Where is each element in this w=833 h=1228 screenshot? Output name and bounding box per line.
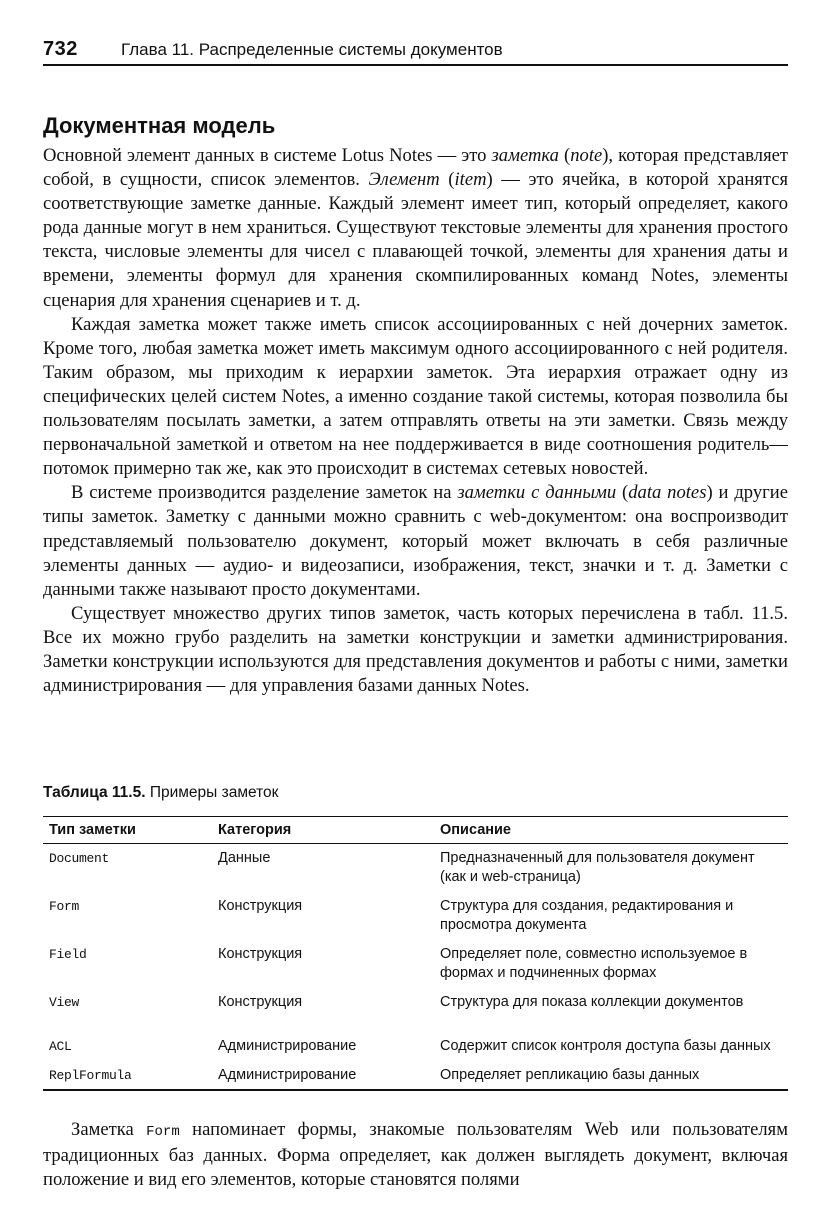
- closing-text: [43, 1118, 788, 1192]
- table-caption-label: Таблица 11.5.: [43, 784, 146, 801]
- paragraph-5: Заметка Form напоминает формы, знакомые пользователям Web или пользователям традиционных баз данных. Форма определяет, как должен выглядеть документ, включая положение и вид его элементов, которые становятся полями: [43, 1119, 788, 1191]
- table-row: [43, 844, 788, 893]
- note-type: Field: [49, 947, 87, 962]
- note-description: Определяет репликацию базы данных: [434, 1061, 788, 1090]
- table-row: [43, 1061, 788, 1090]
- paragraph-4: Существует множество других типов заметок, часть которых перечислена в табл. 11.5. Все их можно грубо разделить на заметки конструкции и заметки администрирования. Заметки конструкции используются для представления документов и работы с ними, заметки администрирования — для управления базами данных Notes.: [43, 602, 788, 697]
- notes-table: [43, 816, 788, 1091]
- paragraph-2: Каждая заметка может также иметь список ассоциированных с ней дочерних заметок. Кроме того, любая заметка может иметь максимум одного ассоциированного с ней родителя. Таким образом, мы приходим к иерархии заметок. Эта иерархия отражает одну из специфических целей систем Notes, а именно создание такой системы, которая позволила бы пользователям посылать заметки, а затем отправлять ответы на эти заметки. Связь между первоначальной заметкой и ответом на нее поддерживается в виде соотношения родитель—потомок примерно так же, как это происходит в системах сетевых новостей.: [43, 313, 788, 480]
- note-category: Администрирование: [212, 1061, 434, 1090]
- term-data-notes-ru: заметки с данными: [457, 482, 617, 504]
- note-category: Данные: [218, 850, 271, 866]
- note-category: Конструкция: [218, 898, 303, 914]
- term-note-en: note: [570, 145, 603, 166]
- note-description: Определяет поле, совместно используемое в формах и подчиненных формах: [440, 946, 748, 981]
- term-data-notes-en: data notes: [628, 482, 707, 504]
- note-type: ACL: [49, 1039, 72, 1054]
- note-description: Содержит список контроля доступа базы данных: [440, 1038, 771, 1054]
- note-description: Предназначенный для пользователя документ (как и web-страница): [440, 850, 755, 885]
- body-text: [43, 144, 788, 698]
- table-row: [43, 988, 788, 1032]
- paragraph-3: В системе производится разделение заметок на заметки с данными (data notes) и другие типы заметок. Заметку с данными можно сравнить с web-документом: она воспроизводит представляемый пользователю документ, который может включать в себя различные элементы данных — аудио- и видеозаписи, изображения, текст, значки и т. д. Заметки с данными также называют просто документами.: [43, 482, 788, 600]
- note-type: View: [49, 995, 80, 1010]
- note-type: Document: [49, 851, 110, 866]
- term-item-ru: Элемент: [368, 169, 440, 191]
- section-title: Документная модель: [43, 113, 276, 138]
- note-description: Структура для показа коллекции документов: [440, 994, 744, 1010]
- table-caption: [43, 784, 278, 802]
- column-header-type: Тип заметки: [43, 817, 212, 844]
- table-row: [43, 1032, 788, 1061]
- table-row: [43, 940, 788, 988]
- running-header: [43, 38, 788, 66]
- note-description: Структура для создания, редактирования и просмотра документа: [440, 898, 734, 933]
- column-header-category: Категория: [212, 817, 434, 844]
- table-header-row: [43, 817, 788, 844]
- column-header-description: Описание: [434, 817, 788, 844]
- note-type: ReplFormula: [43, 1061, 212, 1090]
- inline-code-form: Form: [146, 1124, 180, 1140]
- note-category: Администрирование: [218, 1038, 357, 1054]
- term-note-ru: заметка: [491, 145, 559, 166]
- note-category: Конструкция: [218, 946, 303, 962]
- note-category: Конструкция: [218, 994, 303, 1010]
- term-item-en: item: [454, 169, 487, 191]
- note-type: Form: [49, 899, 80, 914]
- chapter-title: Глава 11. Распределенные системы документов: [121, 40, 503, 59]
- paragraph-1: Основной элемент данных в системе Lotus Notes — это заметка (note), которая представляет собой, в сущности, список элементов. Элемент (item) — это ячейка, в которой хранятся соответствующие заметке данные. Каждый элемент имеет тип, который определяет, какого рода данные могут в нем храниться. Существуют текстовые элементы для хранения простого текста, числовые элементы для чисел с плавающей точкой, элементы для хранения даты и времени, элементы формул для хранения скомпилированных команд Notes, элементы сценария для хранения сценариев и т. д.: [43, 145, 788, 311]
- table-caption-text: Примеры заметок: [145, 784, 279, 801]
- page-number: 732: [43, 38, 78, 60]
- table-row: [43, 892, 788, 940]
